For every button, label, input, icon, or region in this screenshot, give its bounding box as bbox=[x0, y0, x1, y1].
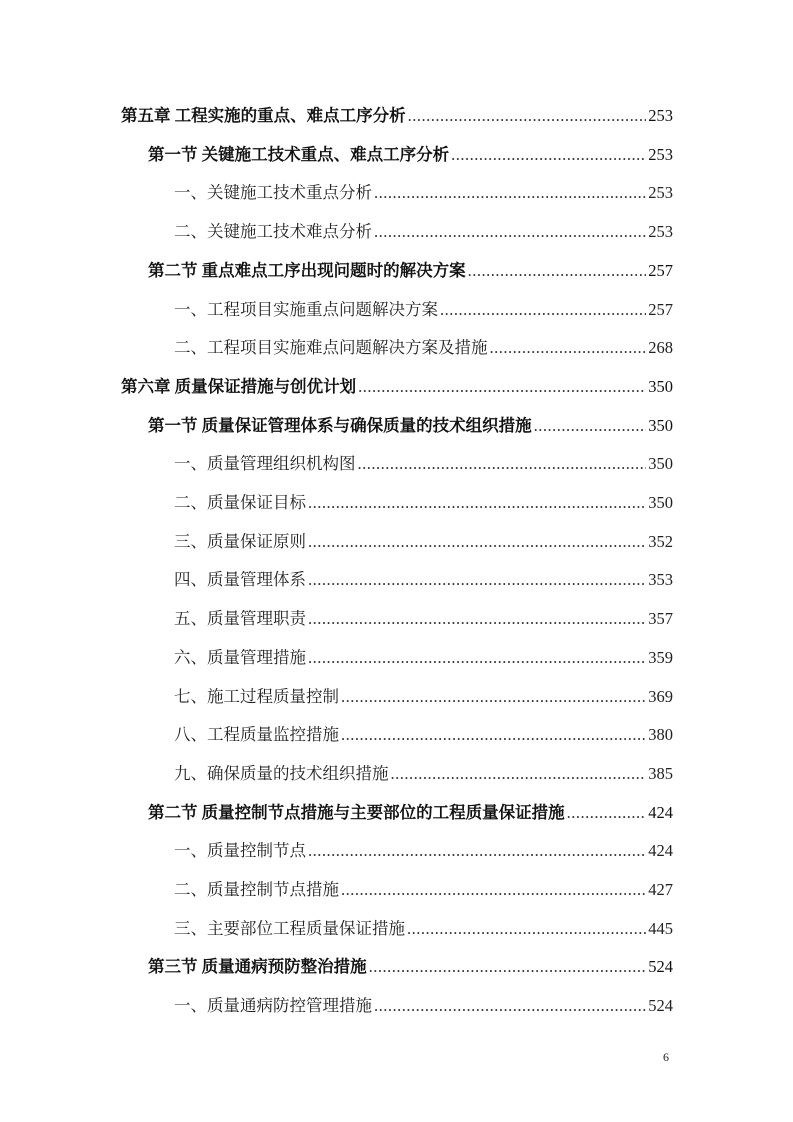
toc-entry-page: 253 bbox=[648, 106, 673, 125]
dot-leader bbox=[358, 375, 646, 399]
toc-entry-title: 第二节 重点难点工序出现问题时的解决方案 bbox=[148, 260, 466, 280]
toc-entry-page: 257 bbox=[648, 299, 673, 319]
toc-subsection-entry[interactable] bbox=[174, 839, 673, 863]
dot-leader bbox=[408, 104, 647, 128]
toc-entry-title: 二、工程项目实施难点问题解决方案及措施 bbox=[174, 338, 488, 358]
toc-entry-title: 三、主要部位工程质量保证措施 bbox=[174, 918, 405, 938]
toc-entry-title: 二、关键施工技术难点分析 bbox=[174, 222, 372, 242]
toc-entry-title: 第一节 关键施工技术重点、难点工序分析 bbox=[148, 144, 450, 164]
toc-entry-page: 350 bbox=[648, 376, 673, 396]
toc-entry-page: 350 bbox=[648, 415, 673, 435]
dot-leader bbox=[358, 452, 647, 476]
dot-leader bbox=[534, 414, 647, 438]
dot-leader bbox=[440, 298, 646, 322]
toc-entry-title: 二、质量保证目标 bbox=[174, 493, 306, 512]
toc-entry-page: 268 bbox=[648, 338, 673, 358]
toc-subsection-entry[interactable] bbox=[174, 762, 673, 786]
toc-entry-title: 九、确保质量的技术组织措施 bbox=[174, 763, 389, 783]
toc-subsection-entry[interactable] bbox=[174, 181, 673, 205]
dot-leader bbox=[308, 646, 646, 670]
toc-entry-page: 253 bbox=[648, 183, 673, 203]
dot-leader bbox=[308, 530, 646, 554]
toc-entry-page: 445 bbox=[648, 918, 673, 938]
toc-entry-page: 353 bbox=[648, 570, 673, 590]
dot-leader bbox=[341, 723, 646, 747]
toc-entry-title: 一、质量控制节点 bbox=[174, 841, 306, 861]
toc-entry-title: 八、工程质量监控措施 bbox=[174, 725, 339, 745]
toc-subsection-entry[interactable] bbox=[174, 685, 673, 709]
dot-leader bbox=[567, 801, 647, 825]
toc-section-entry[interactable] bbox=[148, 143, 673, 167]
toc-subsection-entry[interactable] bbox=[174, 994, 673, 1018]
dot-leader bbox=[391, 762, 647, 786]
dot-leader bbox=[308, 839, 646, 863]
toc-entry-page: 524 bbox=[648, 957, 673, 977]
toc-entry-title: 六、质量管理措施 bbox=[174, 647, 306, 667]
toc-entry-page: 424 bbox=[648, 802, 673, 822]
dot-leader bbox=[451, 143, 646, 167]
toc-entry-page: 350 bbox=[648, 493, 673, 512]
toc-entry-page: 380 bbox=[648, 725, 673, 745]
toc-entry-title: 二、质量控制节点措施 bbox=[174, 880, 339, 899]
toc-entry-page: 524 bbox=[648, 996, 673, 1016]
dot-leader bbox=[407, 917, 646, 941]
toc-entry-page: 385 bbox=[648, 763, 673, 783]
toc-section-entry[interactable] bbox=[148, 801, 673, 825]
toc-subsection-entry[interactable] bbox=[174, 220, 673, 244]
toc-entry-title: 一、工程项目实施重点问题解决方案 bbox=[174, 299, 438, 319]
toc-subsection-entry[interactable] bbox=[174, 607, 673, 631]
toc-entry-page: 352 bbox=[648, 531, 673, 551]
toc-entry-title: 三、质量保证原则 bbox=[174, 531, 306, 551]
toc-section-entry[interactable] bbox=[148, 955, 673, 979]
toc-entry-page: 253 bbox=[648, 144, 673, 164]
toc-entry-page: 357 bbox=[648, 609, 673, 629]
dot-leader bbox=[341, 685, 646, 709]
toc-subsection-entry[interactable] bbox=[174, 336, 673, 360]
toc-subsection-entry[interactable] bbox=[174, 723, 673, 747]
dot-leader bbox=[308, 491, 646, 515]
toc-entry-page: 257 bbox=[648, 260, 673, 280]
toc-entry-title: 七、施工过程质量控制 bbox=[174, 686, 339, 706]
toc-subsection-entry[interactable] bbox=[174, 646, 673, 670]
toc-entry-page: 253 bbox=[648, 222, 673, 242]
toc-chapter-entry[interactable] bbox=[121, 104, 673, 128]
toc-entry-page: 350 bbox=[648, 454, 673, 474]
toc-entry-title: 第五章 工程实施的重点、难点工序分析 bbox=[121, 106, 406, 125]
dot-leader bbox=[374, 220, 646, 244]
toc-subsection-entry[interactable] bbox=[174, 452, 673, 476]
dot-leader bbox=[341, 878, 646, 902]
toc-entry-page: 424 bbox=[648, 841, 673, 861]
toc-entry-title: 第三节 质量通病预防整治措施 bbox=[148, 957, 367, 977]
toc-section-entry[interactable] bbox=[148, 414, 673, 438]
dot-leader bbox=[308, 568, 646, 592]
toc-entry-title: 第六章 质量保证措施与创优计划 bbox=[121, 376, 357, 396]
toc-entry-page: 369 bbox=[648, 686, 673, 706]
dot-leader bbox=[374, 181, 646, 205]
page-number: 6 bbox=[663, 1050, 669, 1064]
toc-subsection-entry[interactable] bbox=[174, 878, 673, 902]
dot-leader bbox=[369, 955, 647, 979]
toc-subsection-entry[interactable] bbox=[174, 917, 673, 941]
toc-entry-title: 第一节 质量保证管理体系与确保质量的技术组织措施 bbox=[148, 415, 532, 435]
toc-entry-page: 359 bbox=[648, 647, 673, 667]
dot-leader bbox=[468, 259, 647, 283]
toc-subsection-entry[interactable] bbox=[174, 568, 673, 592]
toc-chapter-entry[interactable] bbox=[121, 375, 673, 399]
toc-subsection-entry[interactable] bbox=[174, 491, 673, 515]
dot-leader bbox=[490, 336, 647, 360]
toc-subsection-entry[interactable] bbox=[174, 298, 673, 322]
toc-entry-title: 五、质量管理职责 bbox=[174, 609, 306, 629]
dot-leader bbox=[308, 607, 646, 631]
toc-entry-title: 第二节 质量控制节点措施与主要部位的工程质量保证措施 bbox=[148, 802, 565, 822]
toc-subsection-entry[interactable] bbox=[174, 530, 673, 554]
toc-entry-title: 一、质量通病防控管理措施 bbox=[174, 996, 372, 1016]
toc-entry-title: 一、关键施工技术重点分析 bbox=[174, 183, 372, 203]
toc-entry-title: 四、质量管理体系 bbox=[174, 570, 306, 590]
toc-section-entry[interactable] bbox=[148, 259, 673, 283]
toc-entry-title: 一、质量管理组织机构图 bbox=[174, 454, 356, 474]
toc-entry-page: 427 bbox=[648, 880, 673, 899]
dot-leader bbox=[374, 994, 646, 1018]
